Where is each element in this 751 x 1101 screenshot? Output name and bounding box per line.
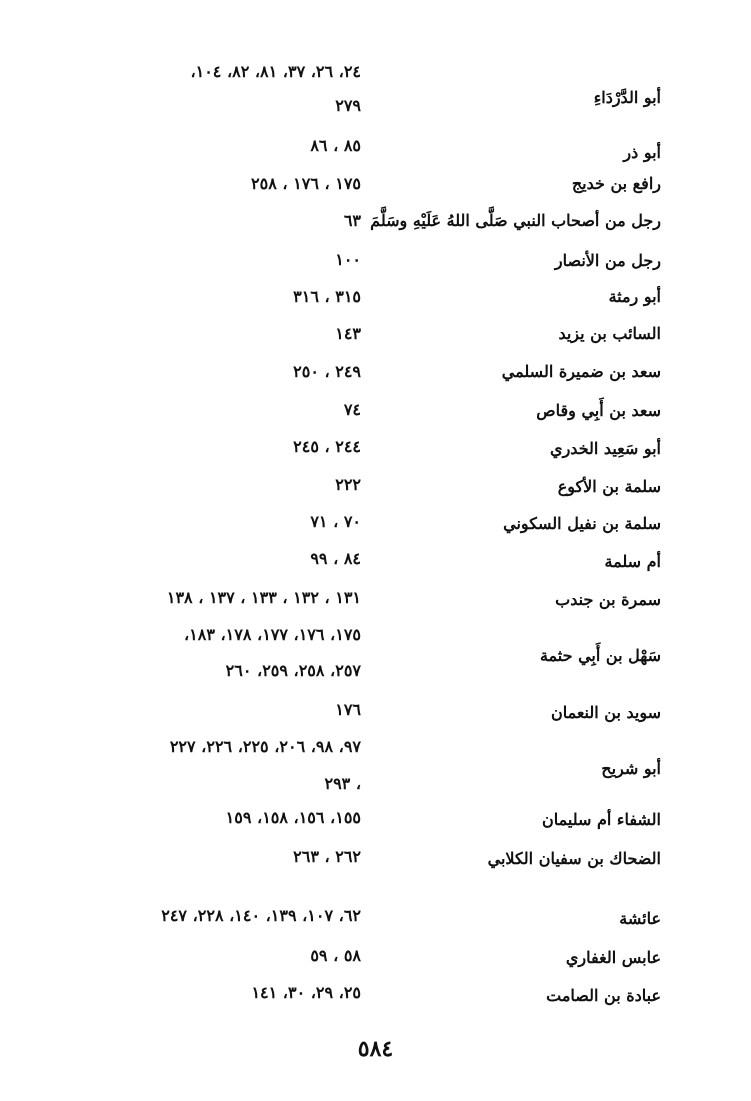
entry-name: أبو سَعِيد الخدري xyxy=(550,439,661,458)
entry-pages: ١٧٥، ١٧٦، ١٧٧، ١٧٨، ١٨٣، xyxy=(183,625,361,644)
entry-pages: ٢٤٩ ، ٢٥٠ xyxy=(293,362,361,381)
entry-name: أم سلمة xyxy=(604,552,661,571)
entry-name: عابس الغفاري xyxy=(565,948,661,967)
entry-pages: ١٤٣ xyxy=(335,324,361,343)
entry-pages: ٧٤ xyxy=(343,400,361,419)
entry-name: سعد بن أَبِي وقاص xyxy=(536,401,661,420)
entry-pages: ٣١٥ ، ٣١٦ xyxy=(293,287,361,306)
entry-pages: ٥٨ ، ٥٩ xyxy=(310,946,361,965)
entry-pages: ١٧٥ ، ١٧٦ ، ٢٥٨ xyxy=(251,174,361,193)
entry-name: عبادة بن الصامت xyxy=(546,986,661,1005)
entry-pages: ٢٥٧، ٢٥٨، ٢٥٩، ٢٦٠ xyxy=(225,661,361,680)
entry-name: سَهْل بن أَبِي حثمة xyxy=(539,646,661,665)
page-number: ٥٨٤ xyxy=(357,1036,394,1062)
entry-pages: ٢٤٤ ، ٢٤٥ xyxy=(293,437,361,456)
entry-pages: ٨٤ ، ٩٩ xyxy=(310,549,361,568)
entry-pages: ٨٥ ، ٨٦ xyxy=(310,136,361,155)
entry-pages: ، ٢٩٣ xyxy=(324,774,361,793)
entry-pages: ٢٥، ٢٩، ٣٠، ١٤١ xyxy=(251,983,361,1002)
entry-pages: ٦٢، ١٠٧، ١٣٩، ١٤٠، ٢٢٨، ٢٤٧ xyxy=(161,906,361,925)
entry-name: الشفاء أم سليمان xyxy=(542,810,661,829)
entry-name: سلمة بن نفيل السكوني xyxy=(503,514,661,533)
entry-pages: ٧٠ ، ٧١ xyxy=(310,512,361,531)
entry-name: رافع بن خديج xyxy=(571,174,661,193)
entry-name: سلمة بن الأكوع xyxy=(557,477,661,496)
entry-pages: ٦٣ xyxy=(343,211,361,230)
entry-name: عائشة xyxy=(619,909,661,928)
entry-name: سعد بن ضميرة السلمي xyxy=(501,362,661,381)
entry-pages: ٢٢٢ xyxy=(335,475,361,494)
entry-pages: ٢٧٩ xyxy=(335,96,361,115)
entry-name: سمرة بن جندب xyxy=(555,590,661,609)
entry-name: رجل من أصحاب النبي صَلَّى اللهُ عَلَيْهِ وسَلَّمَ xyxy=(370,211,661,230)
entry-name: الضحاك بن سفيان الكلابي xyxy=(487,849,661,868)
entry-pages: ٢٦٢ ، ٢٦٣ xyxy=(293,847,361,866)
entry-pages: ١٠٠ xyxy=(335,250,361,269)
entry-name: سويد بن النعمان xyxy=(550,703,661,722)
entry-name: أبو الدَّرْدَاءِ xyxy=(593,88,661,107)
entry-name: السائب بن يزيد xyxy=(558,324,661,343)
entry-pages: ١٧٦ xyxy=(335,700,361,719)
entry-pages: ١٣١ ، ١٣٢ ، ١٣٣ ، ١٣٧ ، ١٣٨ xyxy=(166,588,361,607)
entry-name: أبو شريح xyxy=(601,759,661,778)
entry-name: أبو ذر xyxy=(623,143,661,162)
entry-pages: ٢٤، ٢٦، ٣٧، ٨١، ٨٢، ١٠٤، xyxy=(190,62,361,81)
entry-name: رجل من الأنصار xyxy=(554,251,661,270)
entry-name: أبو رمثة xyxy=(608,287,661,306)
entry-pages: ١٥٥، ١٥٦، ١٥٨، ١٥٩ xyxy=(225,808,361,827)
entry-pages: ٩٧، ٩٨، ٢٠٦، ٢٢٥، ٢٢٦، ٢٢٧ xyxy=(169,737,361,756)
